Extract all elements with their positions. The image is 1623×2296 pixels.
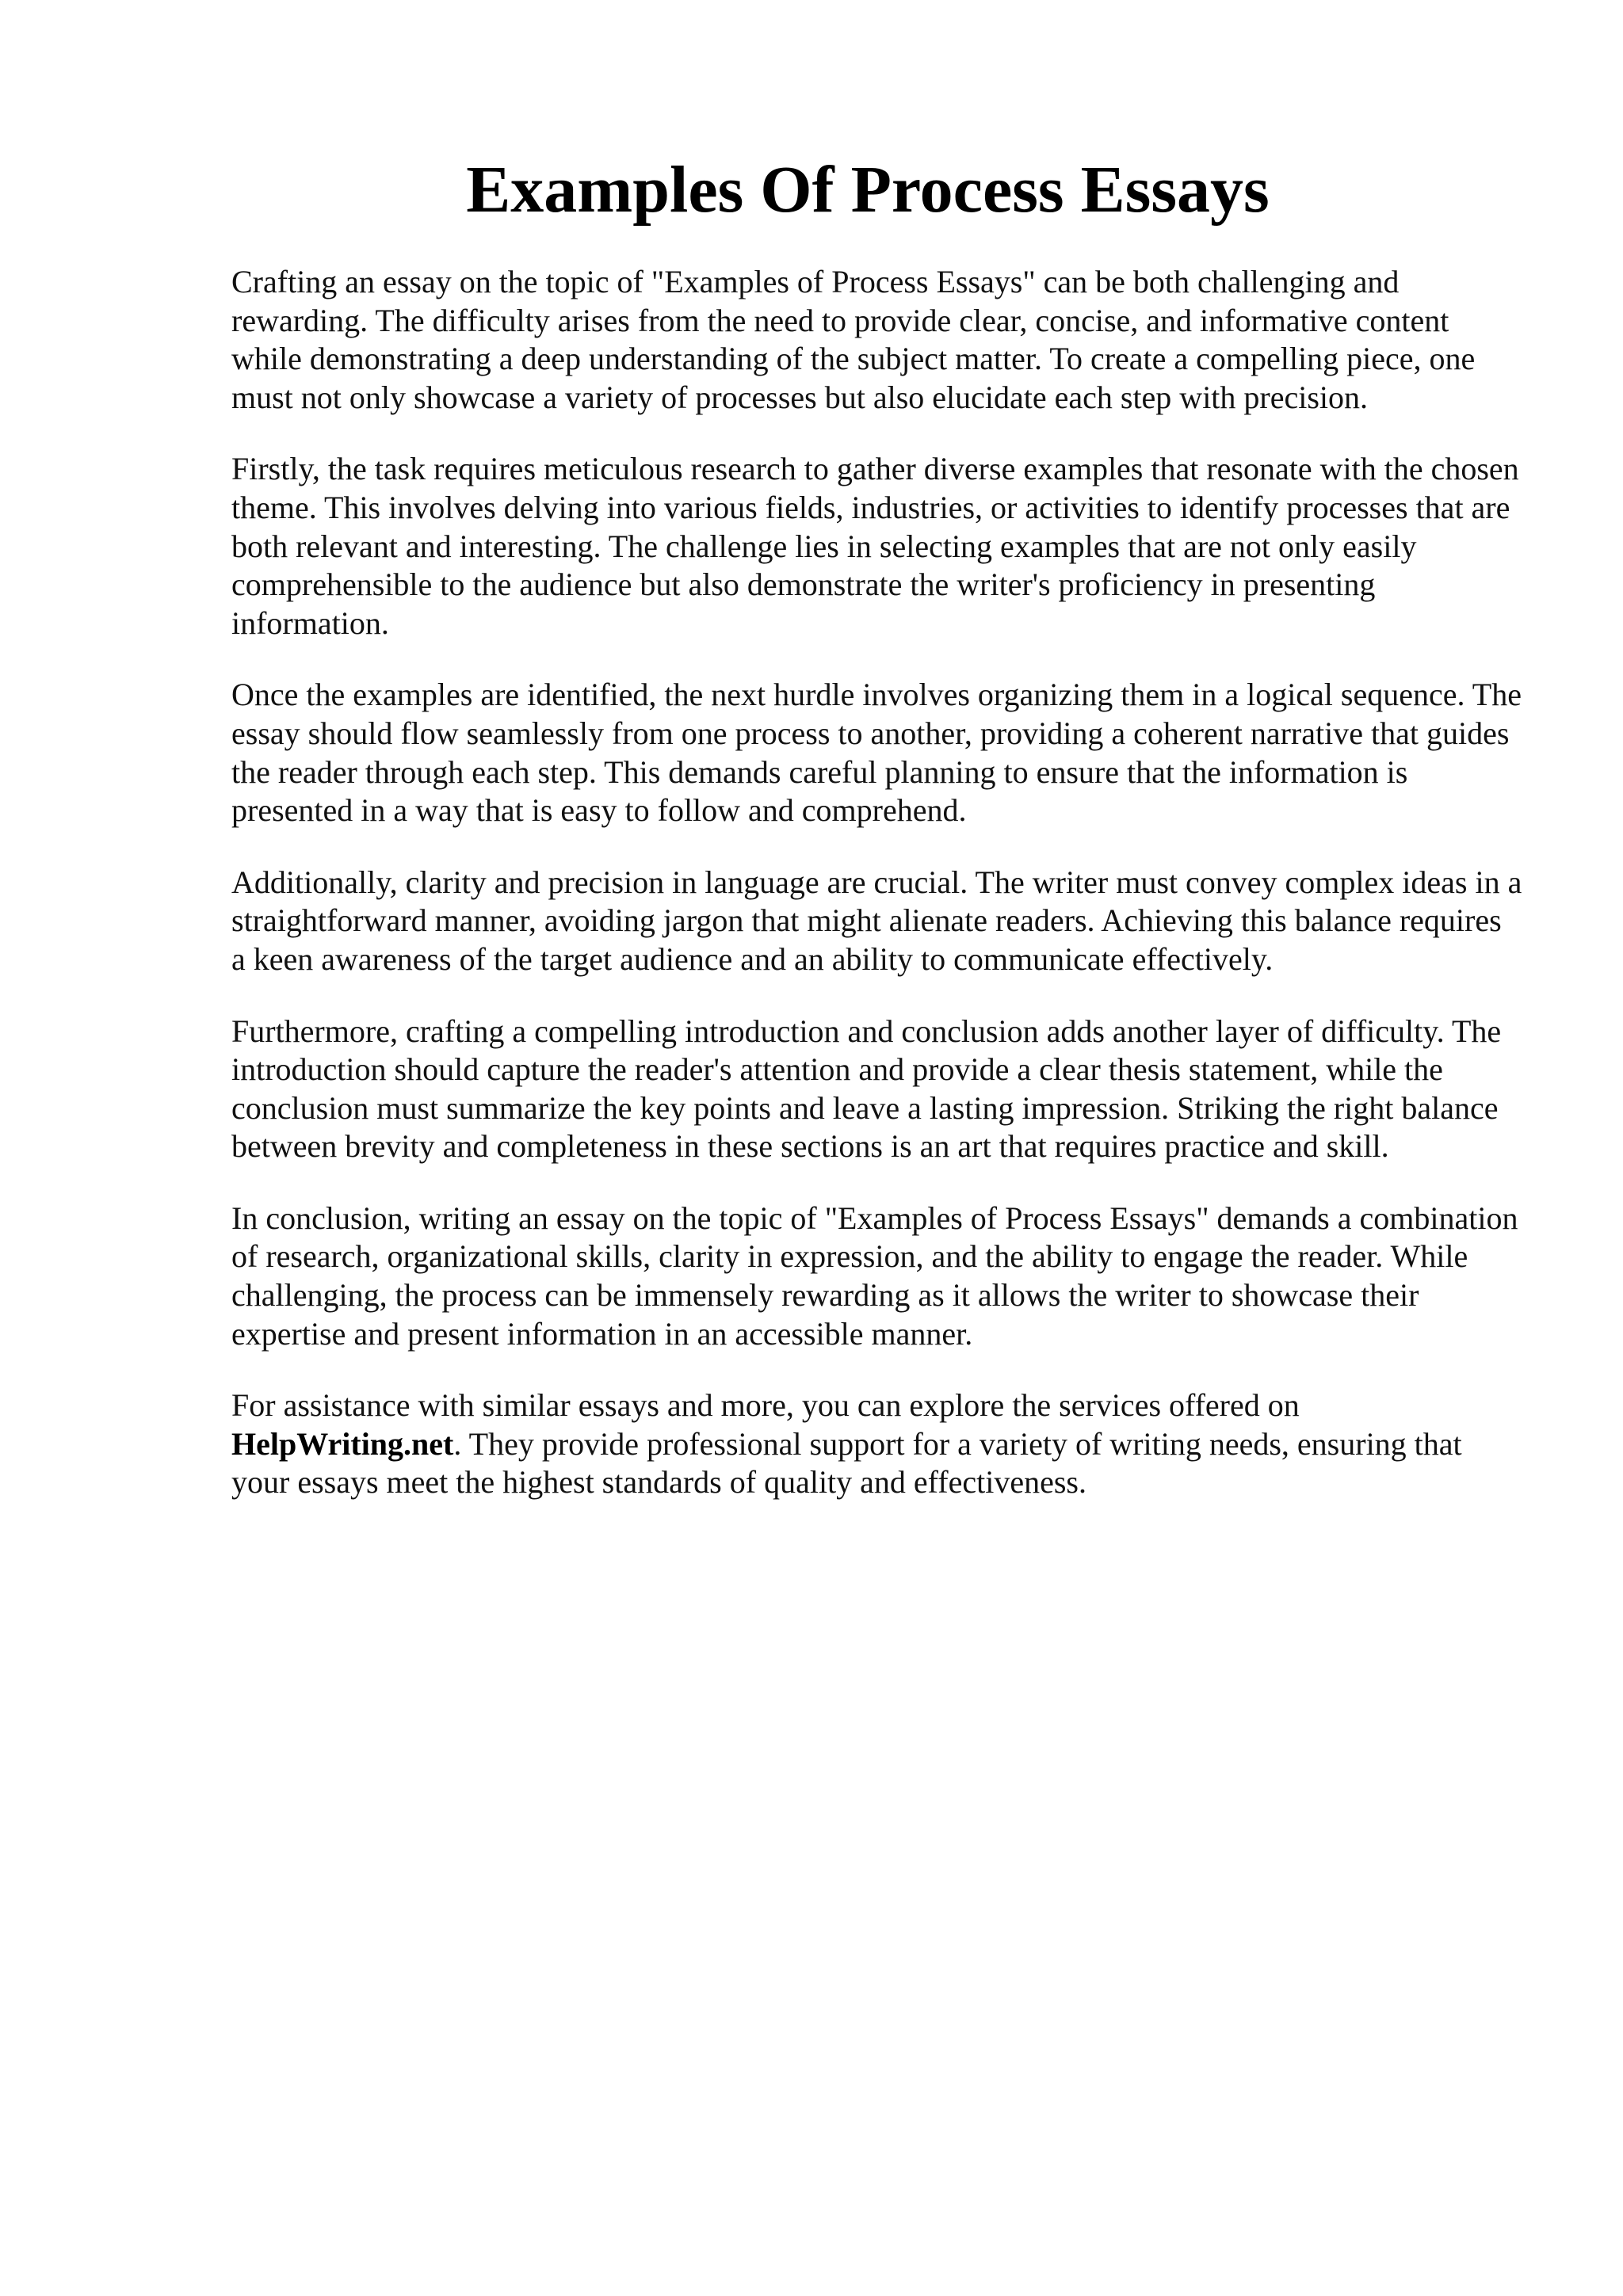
closing-text-after: . They provide professional support for a variety of writing needs, ensuring that your essays meet the highest standards of quality and effectiveness.: [231, 1425, 1462, 1501]
paragraph-intro-conclusion: Furthermore, crafting a compelling introduction and conclusion adds another layer of difficulty. The introduction should capture the reader's attention and provide a clear thesis statement, while the conclusion must summarize the key points and leave a lasting impression. Striking the right balance between brevity and completeness in these sections is an art that requires practice and skill.: [231, 1013, 1502, 1165]
closing-text-before: For assistance with similar essays and more, you can explore the services offered on: [231, 1387, 1300, 1424]
paragraph-research: Firstly, the task requires meticulous research to gather diverse examples that resonate with the chosen theme. This involves delving into various fields, industries, or activities to identify processes that are both relevant and interesting. The challenge lies in selecting examples that are not only easily comprehensible to the audience but also demonstrate the writer's proficiency in presenting information.: [231, 451, 1519, 641]
paragraph-conclusion: In conclusion, writing an essay on the topic of "Examples of Process Essays" demands a combination of research, organizational skills, clarity in expression, and the ability to engage the reader. While challenging, the process can be immensely rewarding as it allows the writer to showcase their expertise and present information in an accessible manner.: [231, 1199, 1518, 1352]
paragraph-clarity: Additionally, clarity and precision in language are crucial. The writer must convey complex ideas in a straightforward manner, avoiding jargon that might alienate readers. Achieving this balance requires a keen awareness of the target audience and an ability to communicate effectively.: [231, 864, 1522, 977]
page-title: Examples Of Process Essays: [466, 153, 1270, 227]
paragraph-organization: Once the examples are identified, the next hurdle involves organizing them in a logical sequence. The essay should flow seamlessly from one process to another, providing a coherent narrative that guides the reader through each step. This demands careful planning to ensure that the information is presented in a way that is easy to follow and comprehend.: [231, 677, 1522, 829]
essay-body: [231, 263, 1523, 1535]
paragraph-closing: [231, 1386, 1523, 1502]
brand-name: HelpWriting.net: [231, 1425, 454, 1462]
paragraph-intro: Crafting an essay on the topic of "Examples of Process Essays" can be both challenging and rewarding. The difficulty arises from the need to provide clear, concise, and informative content while demonstrating a deep understanding of the subject matter. To create a compelling piece, one must not only showcase a variety of processes but also elucidate each step with precision.: [231, 264, 1476, 415]
